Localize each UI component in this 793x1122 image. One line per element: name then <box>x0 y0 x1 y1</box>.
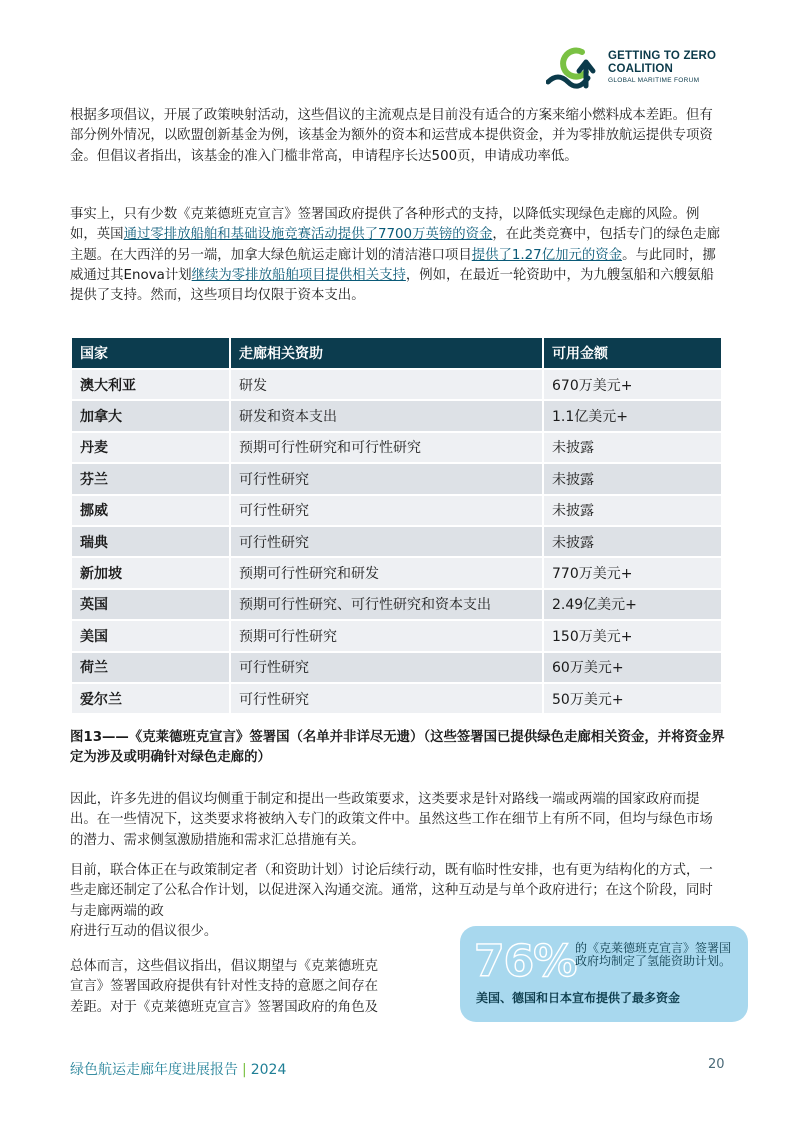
table-row <box>72 463 721 494</box>
logo-line-1: GETTING TO ZERO <box>608 50 717 62</box>
amount-cell: 未披露 <box>543 463 721 494</box>
report-year: 2024 <box>250 1062 287 1078</box>
country-cell: 瑞典 <box>72 526 230 557</box>
table-row <box>72 400 721 431</box>
country-cell: 爱尔兰 <box>72 683 230 713</box>
amount-cell: 未披露 <box>543 432 721 463</box>
figure-caption: 图13——《克莱德班克宣言》签署国（名单并非详尽无遗）（这些签署国已提供绿色走廊相关资金，并将资金界定为涉及或明确针对绿色走廊的） <box>70 730 725 765</box>
aid-cell: 研发 <box>230 369 543 400</box>
aid-cell: 研发和资本支出 <box>230 400 543 431</box>
country-cell: 挪威 <box>72 495 230 526</box>
amount-cell: 1.1亿美元+ <box>543 400 721 431</box>
page-number: 20 <box>708 1057 725 1072</box>
amount-cell: 670万美元+ <box>543 369 721 400</box>
signatory-funding-table <box>72 338 721 713</box>
link-canada-funding[interactable]: 提供了1.27亿加元的资金 <box>471 247 623 263</box>
logo-line-2: COALITION <box>608 63 674 75</box>
aid-cell: 预期可行性研究和可行性研究 <box>230 432 543 463</box>
stat-description: 的《克莱德班克宣言》签署国政府均制定了氢能资助计划。 <box>575 941 732 968</box>
table-row <box>72 557 721 588</box>
stat-percent: 76% <box>474 936 577 987</box>
paragraph-2-text-4: ，例如，在最近一轮资助中，为九艘氢船和六艘氨船提供了支持。然而，这些项目均仅限于资本支出。 <box>70 267 714 304</box>
country-cell: 加拿大 <box>72 400 230 431</box>
table-row <box>72 432 721 463</box>
link-norway-enova[interactable]: 继续为零排放船舶项目提供相关支持 <box>191 267 406 283</box>
country-cell: 澳大利亚 <box>72 369 230 400</box>
table-row <box>72 495 721 526</box>
aid-cell: 可行性研究 <box>230 495 543 526</box>
country-cell: 英国 <box>72 589 230 620</box>
aid-cell: 可行性研究 <box>230 652 543 683</box>
paragraph-4-text-a: 目前，联合体正在与政策制定者（和资助计划）讨论后续行动，既有临时性安排，也有更为结构化的方式，一些走廊还制定了公私合作计划，以促进深入沟通交流。通常，这种互动是与单个政府进行；在这个阶段，同时与走廊两端的政 <box>70 863 713 919</box>
table-row <box>72 589 721 620</box>
amount-cell: 60万美元+ <box>543 652 721 683</box>
paragraph-1: 根据多项倡议，开展了政策映射活动，这些倡议的主流观点是目前没有适合的方案来缩小燃料成本差距。但有部分例外情况，以欧盟创新基金为例，该基金为额外的资本和运营成本提供资金，并为零排放航运提供专项资金。但倡议者指出，该基金的准入门槛非常高，申请程序长达500页，申请成功率低。 <box>70 108 713 164</box>
gtz-coalition-logo <box>546 46 736 94</box>
amount-cell: 50万美元+ <box>543 683 721 713</box>
link-uk-funding[interactable]: 通过零排放船舶和基础设施竞赛活动提供了7700万英镑的资金 <box>123 227 493 243</box>
aid-cell: 可行性研究 <box>230 683 543 713</box>
stat-callout <box>460 926 748 1022</box>
amount-cell: 150万美元+ <box>543 620 721 651</box>
country-cell: 美国 <box>72 620 230 651</box>
paragraph-5-line-2: 宣言》签署国政府提供有针对性支持的意愿之间存在 <box>70 979 378 995</box>
amount-cell: 770万美元+ <box>543 557 721 588</box>
footer-title <box>70 1059 286 1079</box>
aid-cell: 预期可行性研究、可行性研究和资本支出 <box>230 589 543 620</box>
logo-line-3: GLOBAL MARITIME FORUM <box>608 77 700 84</box>
amount-cell: 未披露 <box>543 526 721 557</box>
table-row <box>72 683 721 713</box>
paragraph-5 <box>70 957 450 1018</box>
coalition-logo-icon <box>546 46 604 94</box>
table-row <box>72 526 721 557</box>
table-row <box>72 369 721 400</box>
paragraph-3: 因此，许多先进的倡议均侧重于制定和提出一些政策要求，这类要求是针对路线一端或两端的国家政府而提出。在一些情况下，这类要求将被纳入专门的政策文件中。虽然这些工作在细节上有所不同，但均与绿色市场的潜力、需求侧氢激励措施和需求汇总措施有关。 <box>70 792 713 848</box>
aid-cell: 预期可行性研究 <box>230 620 543 651</box>
aid-cell: 预期可行性研究和研发 <box>230 557 543 588</box>
country-cell: 丹麦 <box>72 432 230 463</box>
country-cell: 新加坡 <box>72 557 230 588</box>
paragraph-5-line-1: 总体而言，这些倡议指出，倡议期望与《克莱德班克 <box>70 959 378 974</box>
table-row <box>72 652 721 683</box>
paragraph-2-text-1: 事实上，只有少数《克莱德班克宣言》签署国政府提供了各种形式的支持，以降低实现绿色走廊的风险。例如，英国 <box>70 207 700 243</box>
footer-separator: | <box>242 1062 247 1078</box>
header-corridor-aid: 走廊相关资助 <box>230 338 543 369</box>
aid-cell: 可行性研究 <box>230 526 543 557</box>
paragraph-2-text-2: ，在此类竞赛中，包括专门的绿色走廊主题。在大西洋的另一端，加拿大绿色航运走廊计划的清洁港口项目 <box>70 227 721 263</box>
country-cell: 芬兰 <box>72 463 230 494</box>
stat-subtext: 美国、德国和日本宣布提供了最多资金 <box>476 991 681 1005</box>
country-cell: 荷兰 <box>72 652 230 683</box>
paragraph-2-text-3: 。与此同时，挪威通过其Enova计划 <box>70 247 716 283</box>
aid-cell: 可行性研究 <box>230 463 543 494</box>
header-country: 国家 <box>72 338 230 369</box>
table-header-row <box>72 338 721 369</box>
paragraph-4-text-b: 府进行互动的倡议很少。 <box>70 923 218 939</box>
paragraph-5-line-3: 差距。对于《克莱德班克宣言》签署国政府的角色及 <box>70 999 378 1015</box>
table-row <box>72 620 721 651</box>
header-amount: 可用金额 <box>543 338 721 369</box>
amount-cell: 2.49亿美元+ <box>543 589 721 620</box>
report-title: 绿色航运走廊年度进展报告 <box>70 1062 238 1078</box>
amount-cell: 未披露 <box>543 495 721 526</box>
paragraph-2 <box>70 205 726 306</box>
